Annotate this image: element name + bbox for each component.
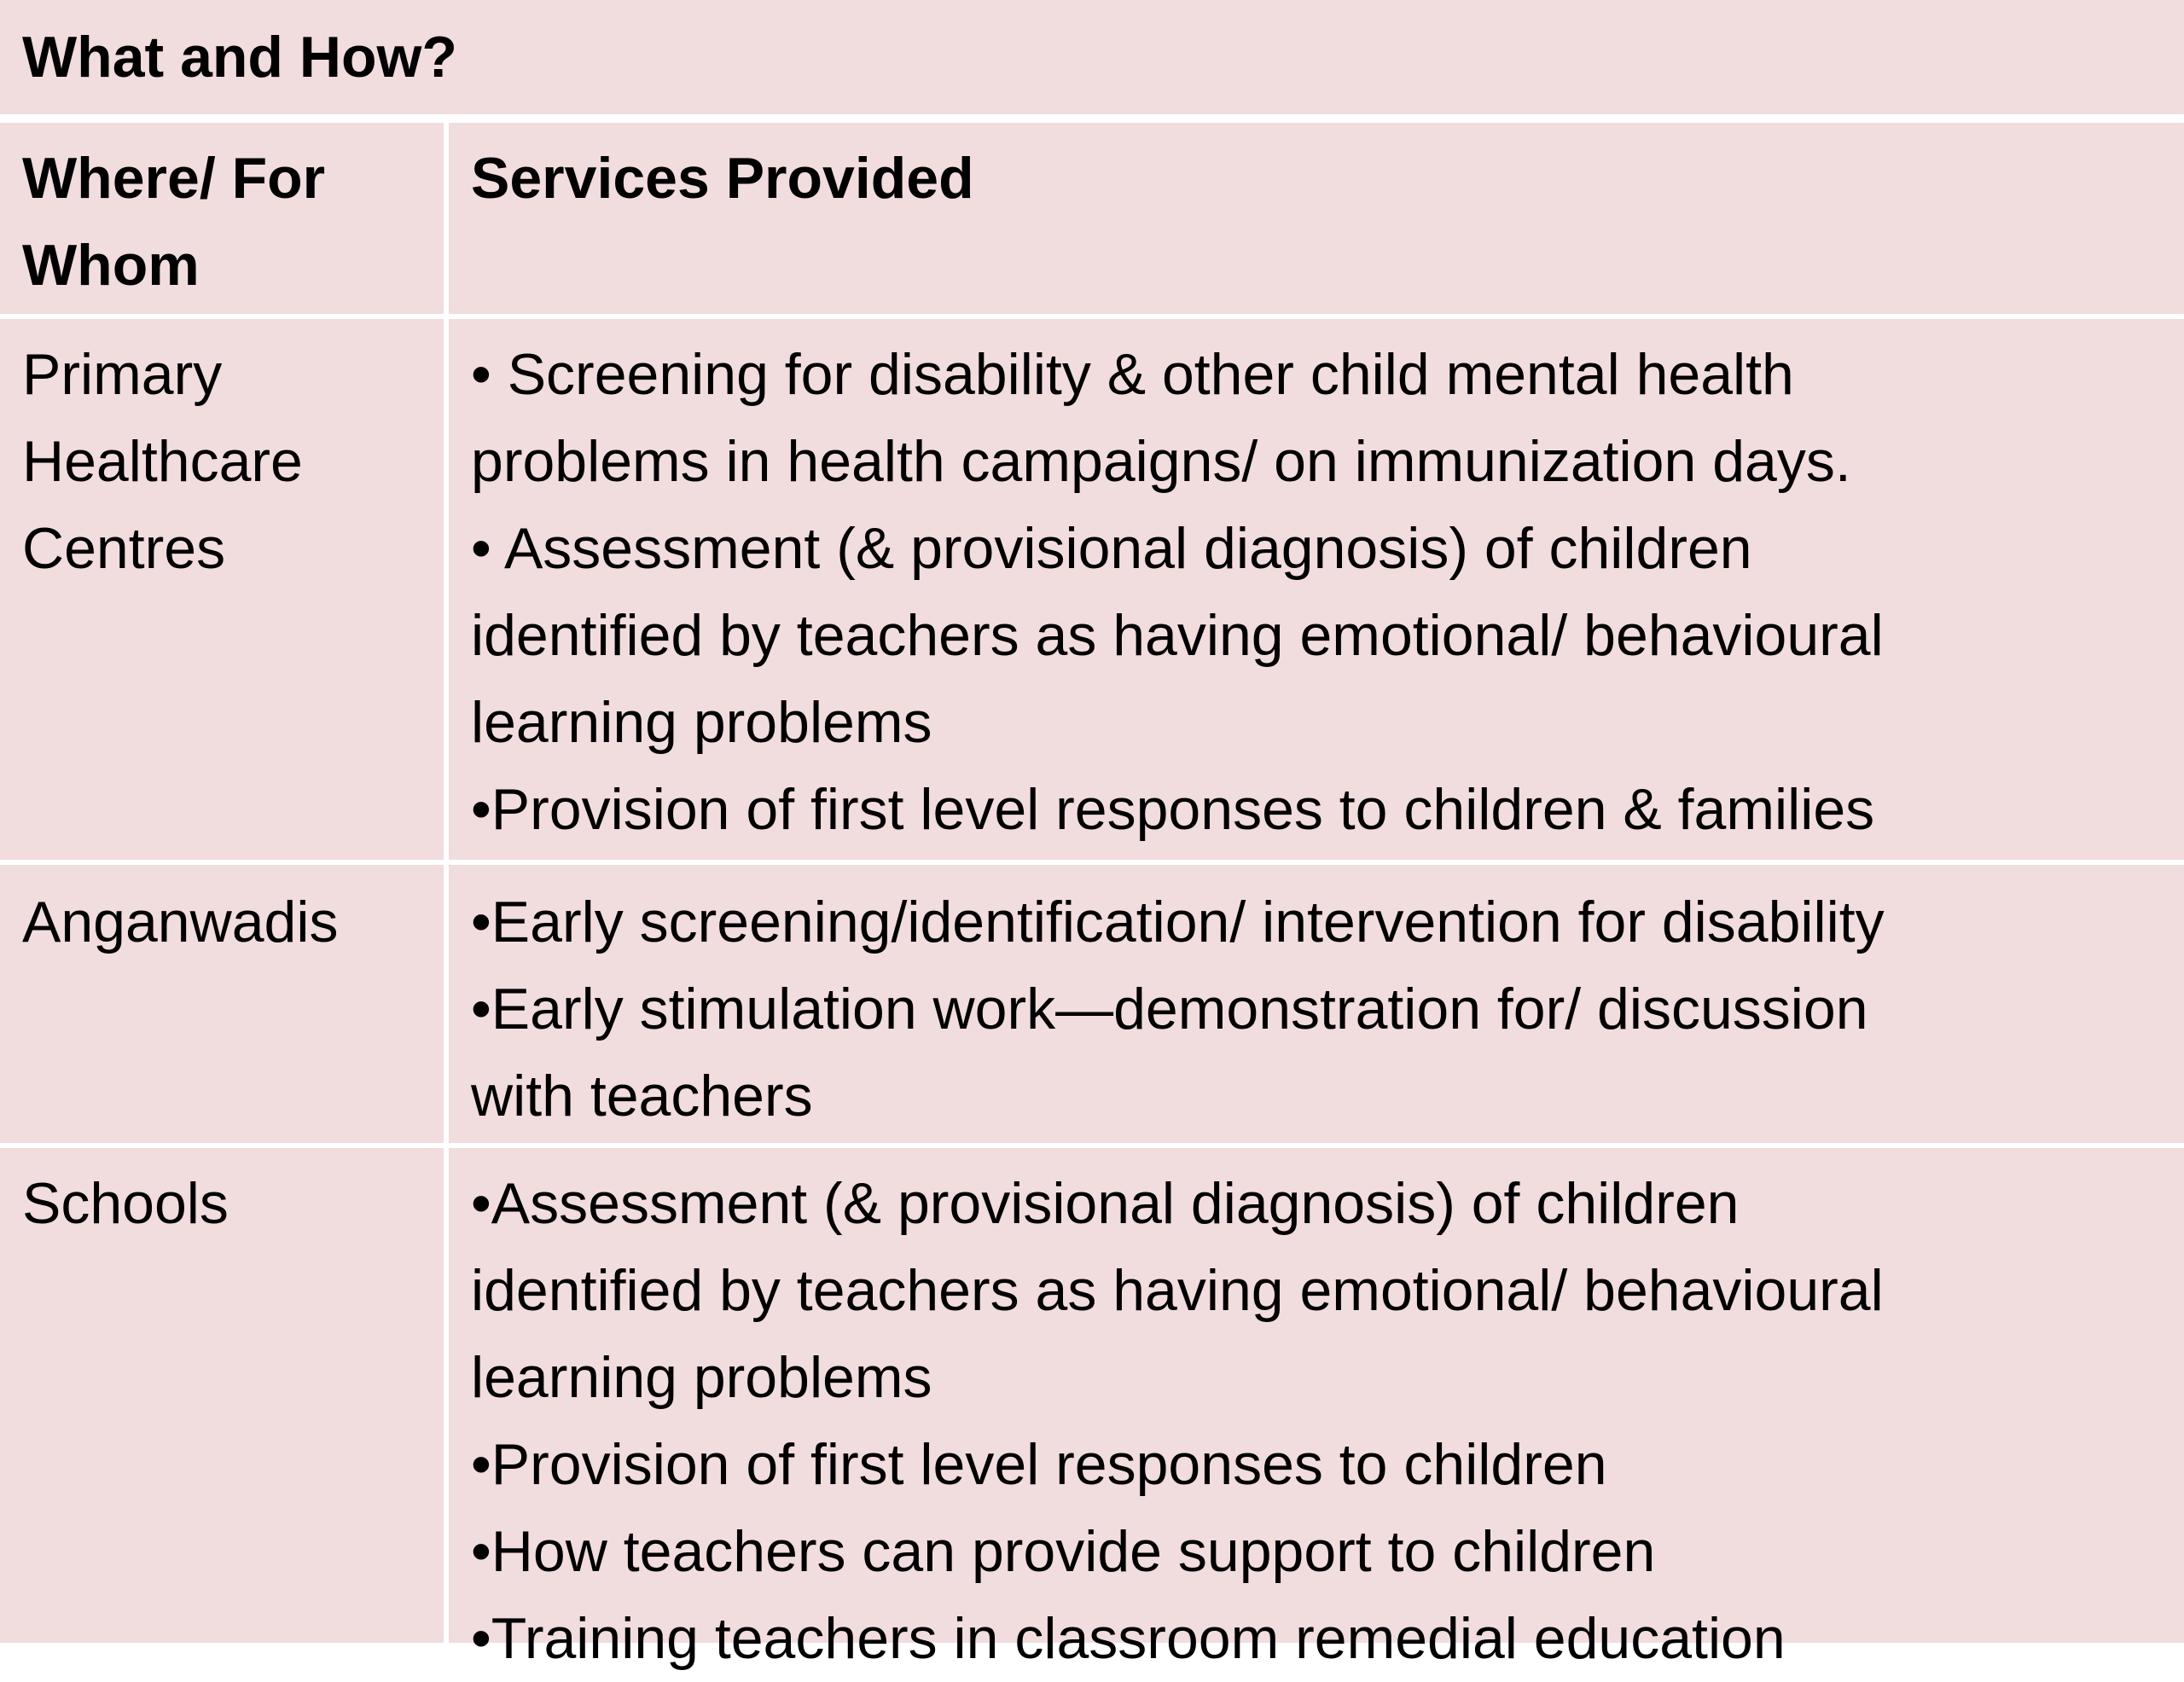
- service-line: • Screening for disability & other child mental health: [471, 342, 1794, 407]
- service-line: learning problems: [471, 690, 932, 755]
- service-line: •Assessment (& provisional diagnosis) of children: [471, 1171, 1740, 1236]
- header-where-cell: [0, 123, 444, 314]
- service-line: problems in health campaigns/ on immunization days.: [471, 429, 1851, 494]
- row-where-line: Healthcare: [22, 429, 303, 494]
- service-line: with teachers: [471, 1064, 813, 1128]
- table-row-services: [449, 319, 2184, 860]
- header-services-cell: [449, 123, 2184, 314]
- service-line: •How teachers can provide support to children: [471, 1519, 1656, 1584]
- table-row-services: [449, 1148, 2184, 1671]
- service-line: •Training teachers in classroom remedial education: [471, 1606, 1786, 1671]
- row-where-line: Anganwadis: [22, 890, 339, 954]
- header-where-line: Whom: [22, 233, 200, 298]
- header-services: Services Provided: [471, 146, 974, 211]
- service-line: •Provision of first level responses to children & families: [471, 777, 1875, 842]
- service-line: identified by teachers as having emotional/ behavioural: [471, 1258, 1884, 1323]
- service-line: • Assessment (& provisional diagnosis) of children: [471, 516, 1752, 581]
- row-where-line: Primary: [22, 342, 223, 407]
- header-where-line: Where/ For: [22, 146, 326, 211]
- service-line: •Early screening/identification/ intervention for disability: [471, 890, 1885, 954]
- table-row-services: [449, 865, 2184, 1143]
- table-row-where: [0, 319, 444, 860]
- table-row-where: [0, 865, 444, 1143]
- service-line: learning problems: [471, 1345, 932, 1410]
- service-line: •Provision of first level responses to children: [471, 1432, 1607, 1497]
- row-where-line: Centres: [22, 516, 226, 581]
- table-title-cell: [0, 0, 2184, 114]
- service-line: •Early stimulation work—demonstration for/ discussion: [471, 977, 1868, 1041]
- row-where-line: Schools: [22, 1171, 229, 1236]
- table-row-where: [0, 1148, 444, 1643]
- table-title: What and How?: [22, 25, 457, 90]
- service-line: identified by teachers as having emotional/ behavioural: [471, 603, 1884, 668]
